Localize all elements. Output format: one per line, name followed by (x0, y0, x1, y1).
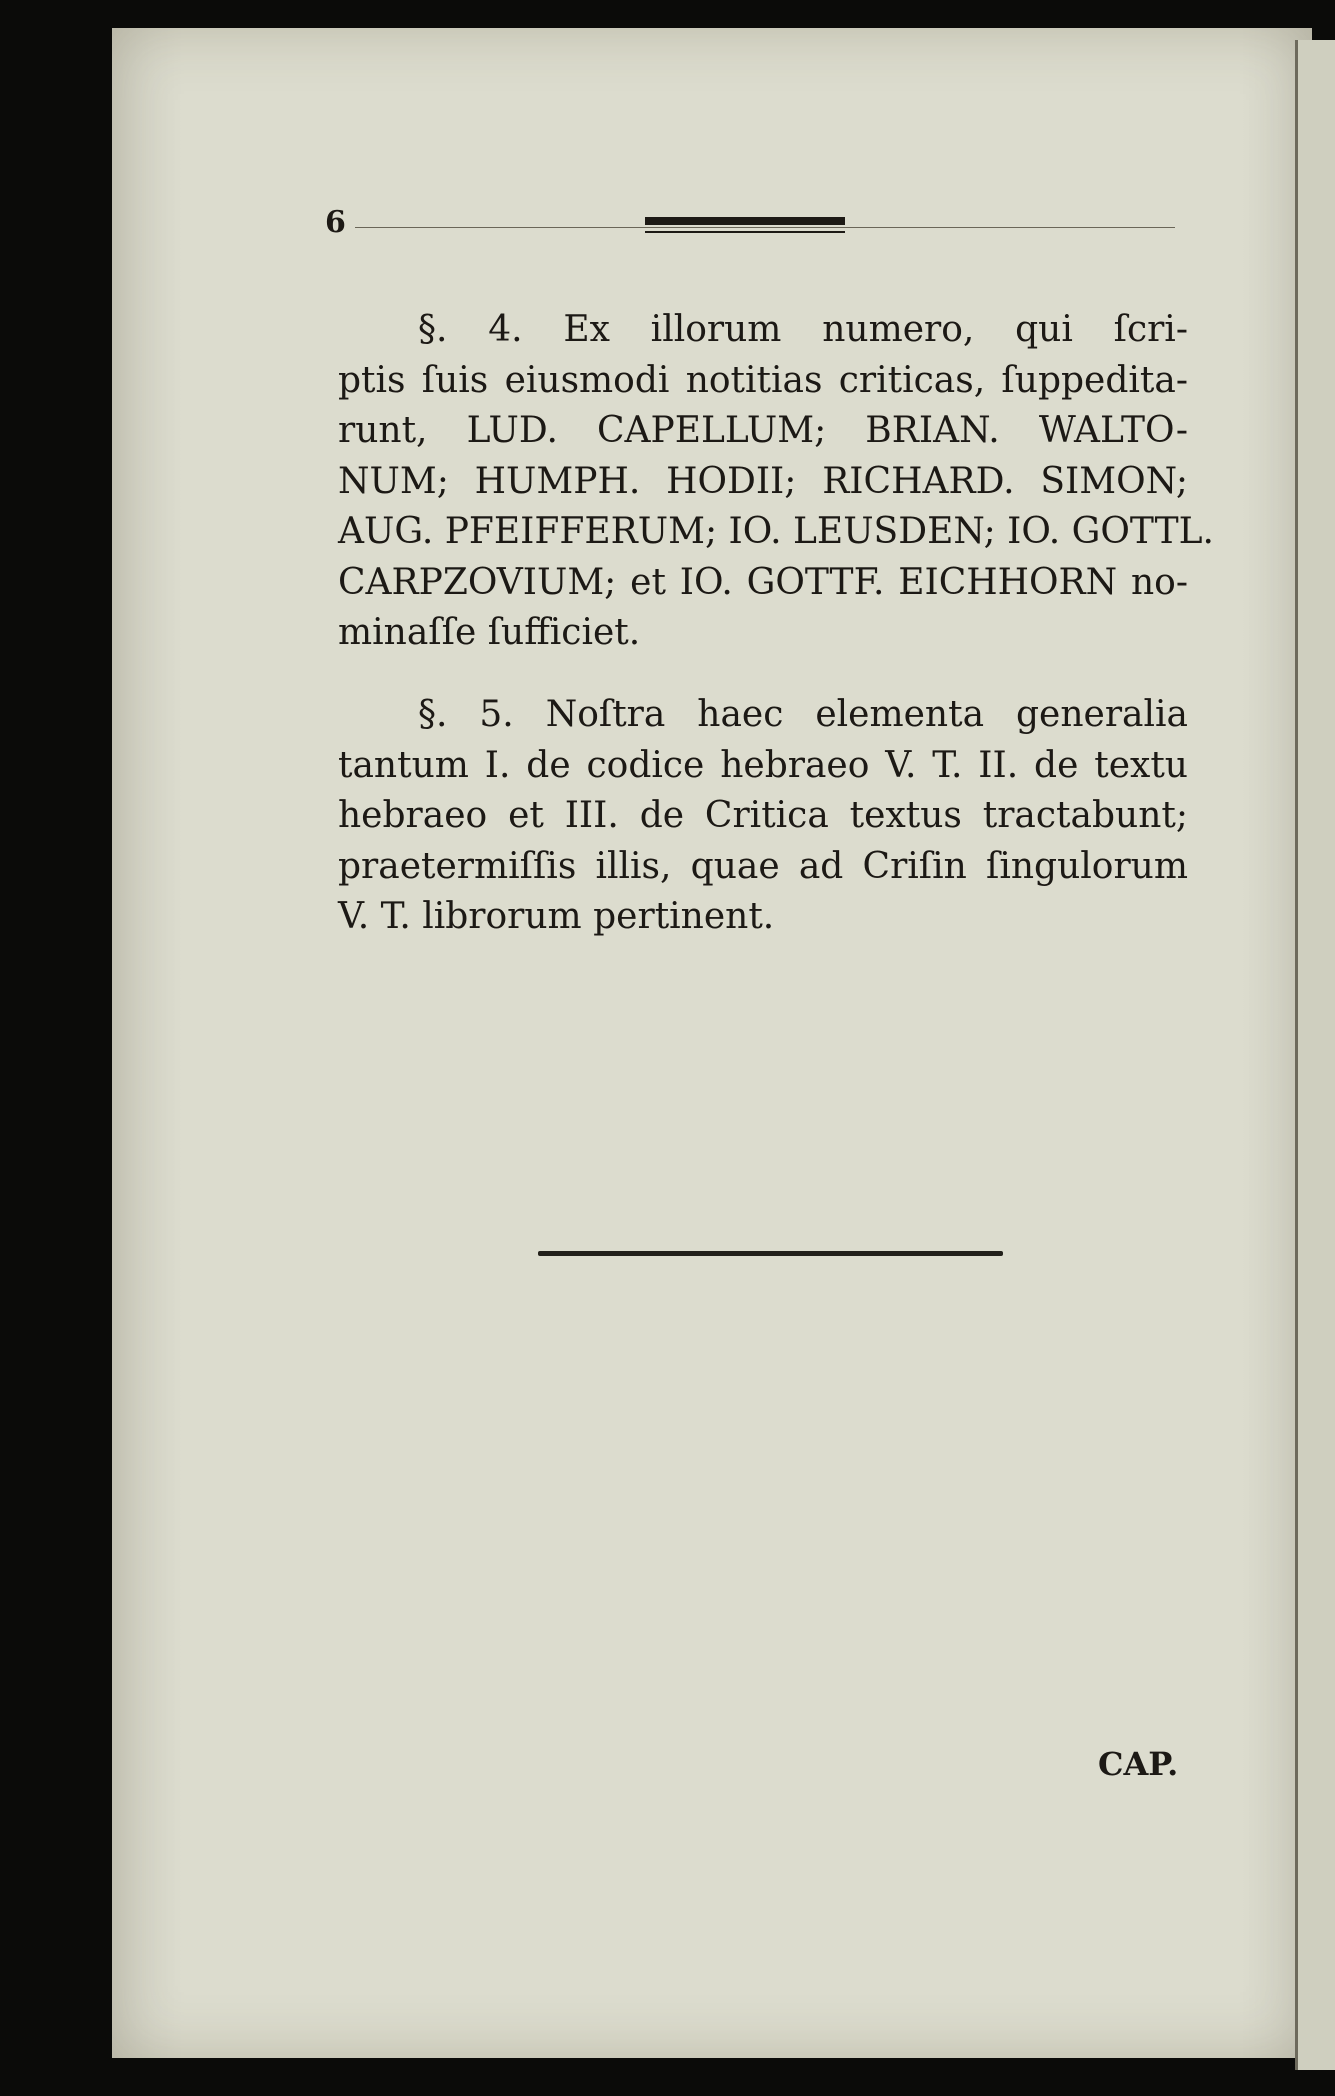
paragraph-section-4 (338, 305, 1214, 659)
text-line: praetermiſſis illis, quae ad Criſin ſingulorum (338, 845, 1188, 887)
text-line: tantum I. de codice hebraeo V. T. II. de textu (338, 744, 1188, 786)
text-line: §. 4. Ex illorum numero, qui ſcri- (418, 309, 1188, 350)
header-ornament-rule (645, 217, 845, 225)
page-header (325, 205, 1175, 245)
text-line: runt, LUD. CAPELLUM; BRIAN. WALTO- (338, 410, 1188, 451)
text-line: §. 5. Noſtra haec elementa generalia (418, 694, 1188, 735)
text-line: AUG. PFEIFFERUM; IO. LEUSDEN; IO. GOTTL. (338, 511, 1214, 552)
text-line: CARPZOVIUM; et IO. GOTTF. EICHHORN no- (338, 561, 1188, 603)
header-ornament-underline (645, 231, 845, 233)
header-rule (355, 227, 1175, 228)
page-number: 6 (325, 205, 346, 240)
catchword: CAP. (1098, 1745, 1179, 1783)
text-line: NUM; HUMPH. HODII; RICHARD. SIMON; (338, 460, 1188, 502)
facing-page-edge (1295, 40, 1335, 2070)
text-line: minaſſe ſufficiet. (338, 612, 641, 653)
text-line: hebraeo et III. de Critica textus tractabunt; (338, 795, 1188, 836)
text-line: V. T. librorum pertinent. (338, 896, 775, 937)
paragraph-section-5 (338, 690, 1188, 943)
section-end-rule (538, 1251, 1003, 1256)
text-line: ptis ſuis eiusmodi notitias criticas, ſuppedita- (338, 359, 1188, 401)
